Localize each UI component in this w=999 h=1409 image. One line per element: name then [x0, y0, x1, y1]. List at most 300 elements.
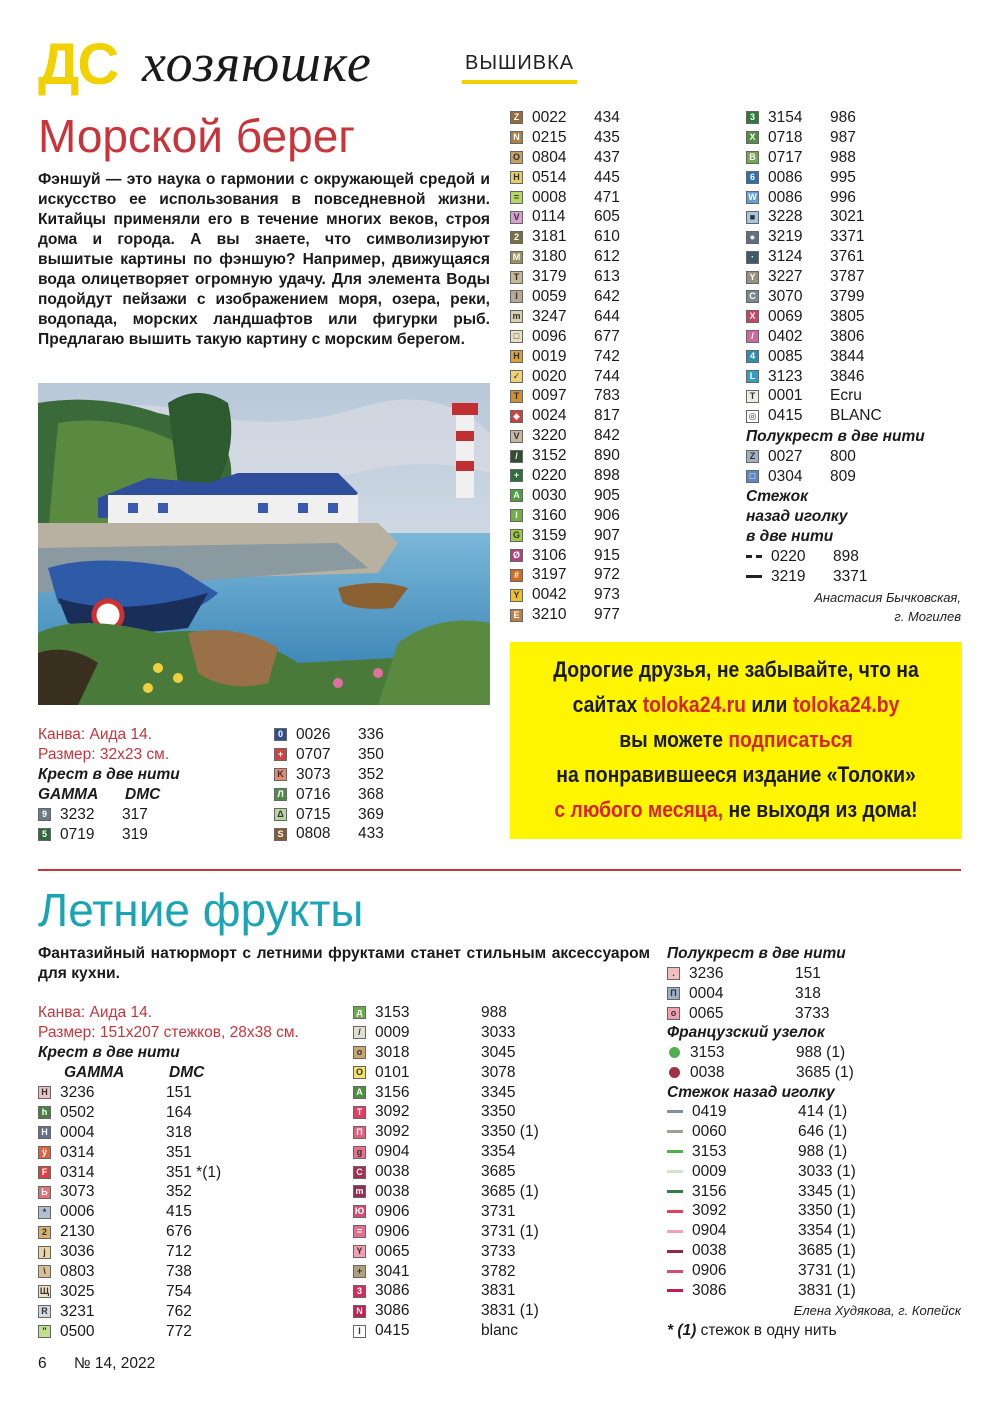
dmc-code: 3371: [830, 228, 865, 246]
gamma-code: 3210: [532, 606, 567, 624]
legend-row: [746, 547, 961, 567]
legend-row: [667, 1043, 961, 1063]
legend-row: [746, 148, 961, 168]
legend-row: [510, 526, 710, 546]
color-symbol-swatch: +: [353, 1265, 366, 1278]
dmc-code: 988 (1): [798, 1142, 848, 1160]
french-knot-heading: Французский узелок: [667, 1024, 825, 1041]
legend-row: [746, 128, 961, 148]
dmc-code: 3350: [481, 1103, 516, 1121]
legend-summer-fruits-b: [353, 1003, 653, 1341]
gamma-code: 0086: [768, 168, 803, 186]
legend-row: [38, 1302, 338, 1322]
color-symbol-swatch: o: [353, 1046, 366, 1059]
legend-row: [38, 1262, 338, 1282]
color-symbol-swatch: ÿ: [38, 1146, 51, 1159]
dmc-code: 605: [594, 208, 620, 226]
color-symbol-swatch: o: [667, 1007, 680, 1020]
dmc-code: 164: [166, 1103, 192, 1121]
backstitch-line-swatch: [667, 1150, 683, 1153]
color-symbol-swatch: Y: [353, 1245, 366, 1258]
legend-row: [746, 267, 961, 287]
dmc-code: 434: [594, 109, 620, 126]
color-symbol-swatch: =: [353, 1225, 366, 1238]
subscription-promo-text: [537, 652, 935, 827]
color-symbol-swatch: □: [746, 470, 759, 483]
legend-sea-shore-back: [746, 547, 961, 587]
page-number: 6: [38, 1355, 47, 1372]
color-symbol-swatch: E: [510, 609, 523, 622]
legend-row: [274, 824, 474, 844]
dmc-code: 3345 (1): [798, 1182, 856, 1200]
legend-row: [746, 188, 961, 208]
gamma-code: 3228: [768, 208, 803, 226]
gamma-code: 0904: [692, 1222, 727, 1240]
gamma-code: 2130: [60, 1223, 95, 1241]
legend-sea-shore-c: [510, 108, 710, 625]
color-symbol-swatch: 3: [746, 111, 759, 124]
legend-row: [353, 1222, 653, 1242]
gamma-code: 0402: [768, 327, 803, 345]
backstitch-line-swatch: [667, 1210, 683, 1213]
gamma-code: 0314: [60, 1163, 95, 1181]
color-symbol-swatch: V: [510, 430, 523, 443]
embroidery-picture-sea-shore: [38, 383, 490, 705]
dmc-code: BLANC: [830, 407, 882, 425]
dmc-code: Ecru: [830, 387, 862, 405]
gamma-code: 3159: [532, 526, 567, 544]
gamma-code: 0027: [768, 448, 803, 465]
dmc-code: 414 (1): [798, 1103, 848, 1120]
color-symbol-swatch: ": [38, 1325, 51, 1338]
dmc-code: 915: [594, 546, 620, 564]
gamma-code: 3036: [60, 1243, 95, 1261]
dmc-code: 151: [166, 1084, 192, 1101]
legend-row: [38, 1282, 338, 1302]
color-symbol-swatch: 9: [38, 808, 51, 821]
gamma-code: 0304: [768, 467, 803, 485]
color-symbol-swatch: F: [38, 1166, 51, 1179]
dmc-code: 352: [358, 765, 384, 783]
legend-row: [746, 367, 961, 387]
canvas-info-sea-shore: Канва: Аида 14.: [38, 726, 153, 743]
promo-line-3: вы можете подписаться: [619, 727, 853, 752]
gamma-code: 0101: [375, 1063, 410, 1081]
dmc-code: 610: [594, 228, 620, 246]
legend-row: [510, 565, 710, 585]
author-summer-fruits: Елена Худякова, г. Копейск: [793, 1303, 961, 1318]
dmc-code: 676: [166, 1223, 192, 1241]
color-symbol-swatch: K: [274, 768, 287, 781]
color-symbol-swatch: □: [510, 330, 523, 343]
dmc-code: 369: [358, 805, 384, 823]
legend-row: [746, 447, 961, 467]
legend-row: [510, 466, 710, 486]
dmc-code: 3350 (1): [481, 1123, 539, 1141]
dmc-code: 972: [594, 566, 620, 584]
dmc-code: 3733: [481, 1242, 516, 1260]
color-symbol-swatch: N: [353, 1305, 366, 1318]
size-info-summer-fruits: Размер: 151х207 стежков, 28х38 см.: [38, 1024, 299, 1041]
legend-row: [38, 825, 238, 845]
color-symbol-swatch: S: [274, 828, 287, 841]
color-symbol-swatch: Z: [746, 450, 759, 463]
gamma-code: 3231: [60, 1302, 95, 1320]
section-underline: [462, 80, 577, 84]
dmc-code: 613: [594, 268, 620, 286]
color-symbol-swatch: +: [510, 469, 523, 482]
dmc-code: 987: [830, 128, 856, 146]
color-symbol-swatch: T: [510, 390, 523, 403]
cross-stitch-heading: Крест в две нити: [38, 766, 180, 783]
canvas-info-summer-fruits: Канва: Аида 14.: [38, 1004, 153, 1021]
promo-line-1: Дорогие друзья, не забывайте, что на: [553, 657, 919, 682]
dmc-code: 3831: [481, 1282, 516, 1300]
dmc-code: 3731 (1): [481, 1222, 539, 1240]
gamma-code: 3092: [375, 1123, 410, 1141]
legend-row: [353, 1043, 653, 1063]
author-sea-shore-city: г. Могилев: [894, 609, 961, 624]
dmc-code: 151: [795, 965, 821, 982]
color-symbol-swatch: Щ: [39, 1286, 50, 1297]
legend-row: [746, 307, 961, 327]
dmc-code: 351 *(1): [166, 1163, 222, 1181]
color-symbol-swatch: H: [38, 1086, 51, 1099]
color-symbol-swatch: ·: [746, 251, 759, 264]
legend-sea-shore-b: [274, 725, 474, 844]
color-symbol-swatch: G: [510, 529, 523, 542]
backstitch-heading-summer: Стежок назад иголку: [667, 1084, 835, 1101]
legend-row: [353, 1023, 653, 1043]
legend-row: [510, 207, 710, 227]
color-symbol-swatch: 4: [746, 350, 759, 363]
backstitch-line-swatch: [667, 1289, 683, 1292]
dmc-code: 986: [830, 109, 856, 126]
french-knot-swatch: [669, 1047, 680, 1058]
legend-row: [746, 347, 961, 367]
gamma-code: 0718: [768, 128, 803, 146]
dmc-code: 842: [594, 427, 620, 445]
color-symbol-swatch: H: [510, 171, 523, 184]
legend-row: [746, 567, 961, 587]
legend-row: [353, 1142, 653, 1162]
gamma-code: 0707: [296, 745, 331, 763]
color-symbol-swatch: C: [746, 290, 759, 303]
dmc-code: 471: [594, 188, 620, 206]
dmc-code: 3685 (1): [796, 1063, 854, 1081]
legend-row: [746, 168, 961, 188]
backstitch-line-swatch: [667, 1130, 683, 1133]
gamma-code: 3106: [532, 546, 567, 564]
legend-row: [510, 227, 710, 247]
legend-row: [353, 1182, 653, 1202]
gamma-code: 0004: [60, 1123, 95, 1141]
color-symbol-swatch: T: [746, 390, 759, 403]
dmc-code: 973: [594, 586, 620, 604]
color-symbol-swatch: m: [353, 1185, 366, 1198]
gamma-code: 3181: [532, 228, 567, 246]
magazine-logo: ДС: [38, 32, 118, 97]
gamma-code: 0514: [532, 168, 567, 186]
legend-summer-fruits-a: [38, 1083, 338, 1342]
dmc-code: 906: [594, 506, 620, 524]
dmc-code: 3731: [481, 1202, 516, 1220]
legend-row: [353, 1003, 653, 1023]
legend-row: [746, 247, 961, 267]
dmc-code: 336: [358, 726, 384, 743]
gamma-code: 3236: [689, 965, 724, 982]
legend-row: [510, 307, 710, 327]
legend-row: [274, 765, 474, 785]
legend-row: [667, 1063, 961, 1083]
dmc-code: 612: [594, 248, 620, 266]
dmc-code: 3685 (1): [481, 1183, 539, 1201]
gamma-code: 3179: [532, 268, 567, 286]
legend-row: [38, 1123, 338, 1143]
gamma-code: 3180: [532, 248, 567, 266]
color-symbol-swatch: 5: [38, 828, 51, 841]
dmc-code: 3078: [481, 1063, 516, 1081]
legend-row: [510, 327, 710, 347]
dmc-code: 817: [594, 407, 620, 425]
gamma-code: 3154: [768, 109, 803, 126]
color-symbol-swatch: H: [38, 1126, 51, 1139]
backstitch-heading-3: в две нити: [746, 528, 834, 545]
gamma-code: 0038: [692, 1242, 727, 1260]
legend-row: [353, 1281, 653, 1301]
legend-row: [353, 1102, 653, 1122]
gamma-code: 3073: [296, 765, 331, 783]
color-symbol-swatch: X: [746, 310, 759, 323]
promo-link-by[interactable]: toloka24.by: [792, 692, 900, 717]
gamma-code: 3247: [532, 307, 567, 325]
legend-row: [274, 725, 474, 745]
color-symbol-swatch: =: [510, 191, 523, 204]
dmc-code: 742: [594, 347, 620, 365]
dmc-code: 3354 (1): [798, 1222, 856, 1240]
color-symbol-swatch: H: [510, 350, 523, 363]
gamma-code: 3153: [375, 1004, 410, 1021]
dmc-code: 772: [166, 1322, 192, 1340]
color-symbol-swatch: /: [510, 450, 523, 463]
legend-row: [510, 605, 710, 625]
dmc-code: 368: [358, 785, 384, 803]
gamma-code: 0904: [375, 1143, 410, 1161]
article-intro-sea-shore: Фэншуй — это наука о гармонии с окружающей средой и искусство ее использования в повседневной жизни. Китайцы применяли его в течение многих веков, строя дома и города. А вы знаете, что символизируют вышитые картины по фэншую? Например, движущаяся вода олицетворяет огромную удачу. Для элемента Воды подойдут пейзажи с изображением моря, озера, реки, водопада, морских ландшафтов или фигурки рыб. Предлагаю вышить такую картину с морским берегом.: [38, 171, 490, 348]
legend-row: [353, 1321, 653, 1341]
dmc-code: 3371: [833, 567, 868, 585]
color-symbol-swatch: h: [38, 1106, 51, 1119]
color-symbol-swatch: 2: [38, 1226, 51, 1239]
dmc-code: 762: [166, 1302, 192, 1320]
dmc-code: 415: [166, 1203, 192, 1221]
gamma-code: 3086: [375, 1282, 410, 1300]
footnote: * (1) стежок в одну нить: [667, 1322, 837, 1339]
gamma-code: 3018: [375, 1043, 410, 1061]
color-symbol-swatch: m: [510, 310, 523, 323]
gamma-code: 0716: [296, 785, 331, 803]
legend-row: [510, 267, 710, 287]
gamma-code: 0059: [532, 288, 567, 306]
legend-row: [353, 1162, 653, 1182]
backstitch-line-swatch: [667, 1190, 683, 1193]
legend-row: [510, 486, 710, 506]
legend-row: [510, 506, 710, 526]
gamma-code: 3041: [375, 1262, 410, 1280]
dmc-code: 445: [594, 168, 620, 186]
legend-row: [510, 247, 710, 267]
dmc-code: 3799: [830, 288, 865, 306]
dmc-code: 3685 (1): [798, 1242, 856, 1260]
gamma-code: 0024: [532, 407, 567, 425]
gamma-code: 0019: [532, 347, 567, 365]
legend-row: [510, 108, 710, 128]
legend-row: [746, 207, 961, 227]
gamma-code: 0060: [692, 1122, 727, 1140]
gamma-code: 0804: [532, 148, 567, 166]
legend-row: [510, 426, 710, 446]
section-divider: [38, 869, 961, 871]
legend-row: [667, 1281, 961, 1301]
french-knot-swatch: [669, 1067, 680, 1078]
gamma-code: 0069: [768, 307, 803, 325]
gamma-code: 3070: [768, 288, 803, 306]
gamma-code: 3086: [692, 1282, 727, 1300]
gamma-code: 3232: [60, 806, 95, 823]
gamma-code: 3220: [532, 427, 567, 445]
gamma-code: 0906: [692, 1262, 727, 1280]
gamma-code: 0419: [692, 1103, 727, 1120]
color-symbol-swatch: W: [746, 191, 759, 204]
dmc-code: 995: [830, 168, 856, 186]
legend-row: [667, 1162, 961, 1182]
legend-row: [746, 287, 961, 307]
color-symbol-swatch: #: [510, 569, 523, 582]
gamma-code: 0803: [60, 1263, 95, 1281]
gamma-code: 3160: [532, 506, 567, 524]
backstitch-heading-2: назад иголку: [746, 508, 848, 525]
legend-row: [38, 1222, 338, 1242]
color-symbol-swatch: Y: [510, 589, 523, 602]
gamma-code: 0065: [689, 1004, 724, 1022]
legend-row: [667, 1221, 961, 1241]
section-label: ВЫШИВКА: [465, 52, 575, 74]
color-symbol-swatch: X: [746, 131, 759, 144]
dmc-code: 977: [594, 606, 620, 624]
dmc-code: 677: [594, 327, 620, 345]
legend-row: [510, 386, 710, 406]
legend-row: [38, 1083, 338, 1103]
color-symbol-swatch: ✓: [510, 370, 523, 383]
dmc-code: 996: [830, 188, 856, 206]
dmc-code: 3045: [481, 1043, 516, 1061]
legend-row: [38, 1182, 338, 1202]
dmc-code: 3733: [795, 1004, 830, 1022]
legend-row: [353, 1202, 653, 1222]
color-symbol-swatch: Ь: [38, 1186, 51, 1199]
legend-row: [510, 446, 710, 466]
color-symbol-swatch: T: [510, 271, 523, 284]
legend-row: [38, 1322, 338, 1342]
dmc-code: blanc: [481, 1322, 519, 1340]
dmc-code: 905: [594, 486, 620, 504]
backstitch-line-swatch: [667, 1230, 683, 1233]
color-symbol-swatch: /: [353, 1026, 366, 1039]
legend-sea-shore-half: [746, 447, 961, 487]
gamma-code: 0008: [532, 188, 567, 206]
dmc-code: 3805: [830, 307, 865, 325]
dmc-code: 907: [594, 526, 620, 544]
dmc-code: 712: [166, 1243, 192, 1261]
legend-row: [746, 406, 961, 426]
gamma-code: 3197: [532, 566, 567, 584]
cross-stitch-heading-2: Крест в две нити: [38, 1044, 180, 1061]
dmc-code: 988: [830, 148, 856, 166]
gamma-code: 0220: [532, 467, 567, 485]
gamma-code: 3236: [60, 1084, 95, 1101]
gamma-code: 3152: [532, 447, 567, 465]
legend-row: [667, 1102, 961, 1122]
legend-row: [353, 1262, 653, 1282]
legend-row: [746, 227, 961, 247]
gamma-code: 0042: [532, 586, 567, 604]
legend-sea-shore-a: [38, 805, 238, 845]
color-symbol-swatch: I: [510, 509, 523, 522]
gamma-code: 0502: [60, 1103, 95, 1121]
legend-summer-fruits-half: [667, 964, 961, 1024]
column-dmc-heading: DMC: [125, 786, 161, 803]
legend-row: [746, 327, 961, 347]
gamma-code: 0038: [690, 1063, 725, 1081]
author-sea-shore-name: Анастасия Бычковская,: [814, 590, 961, 605]
dmc-code: 435: [594, 128, 620, 146]
gamma-code: 0719: [60, 825, 95, 843]
legend-row: [353, 1063, 653, 1083]
backstitch-line-swatch: [667, 1270, 683, 1273]
gamma-code: 0020: [532, 367, 567, 385]
dmc-code: 437: [594, 148, 620, 166]
dmc-code: 3787: [830, 268, 865, 286]
legend-row: [667, 984, 961, 1004]
promo-link-ru[interactable]: toloka24.ru: [642, 692, 746, 717]
gamma-code: 0220: [771, 548, 806, 565]
color-symbol-swatch: *: [38, 1206, 51, 1219]
legend-row: [667, 964, 961, 984]
gamma-code: 3123: [768, 367, 803, 385]
gamma-code: 0038: [375, 1183, 410, 1201]
color-symbol-swatch: I: [353, 1325, 366, 1338]
color-symbol-swatch: A: [510, 489, 523, 502]
dmc-code: 3021: [830, 208, 865, 226]
gamma-code: 0314: [60, 1143, 95, 1161]
gamma-code: 0001: [768, 387, 803, 405]
color-symbol-swatch: O: [510, 151, 523, 164]
gamma-code: 3219: [768, 228, 803, 246]
color-symbol-swatch: Л: [274, 788, 287, 801]
backstitch-line-swatch: [746, 555, 762, 558]
gamma-code: 3025: [60, 1282, 95, 1300]
legend-row: [38, 1163, 338, 1183]
dmc-code: 318: [166, 1123, 192, 1141]
gamma-code: 0415: [768, 407, 803, 425]
gamma-code: 0022: [532, 109, 567, 126]
legend-row: [510, 367, 710, 387]
gamma-code: 0415: [375, 1322, 410, 1340]
gamma-code: 0215: [532, 128, 567, 146]
color-symbol-swatch: T: [353, 1106, 366, 1119]
legend-row: [510, 406, 710, 426]
column-dmc-heading-2: DMC: [169, 1064, 205, 1081]
